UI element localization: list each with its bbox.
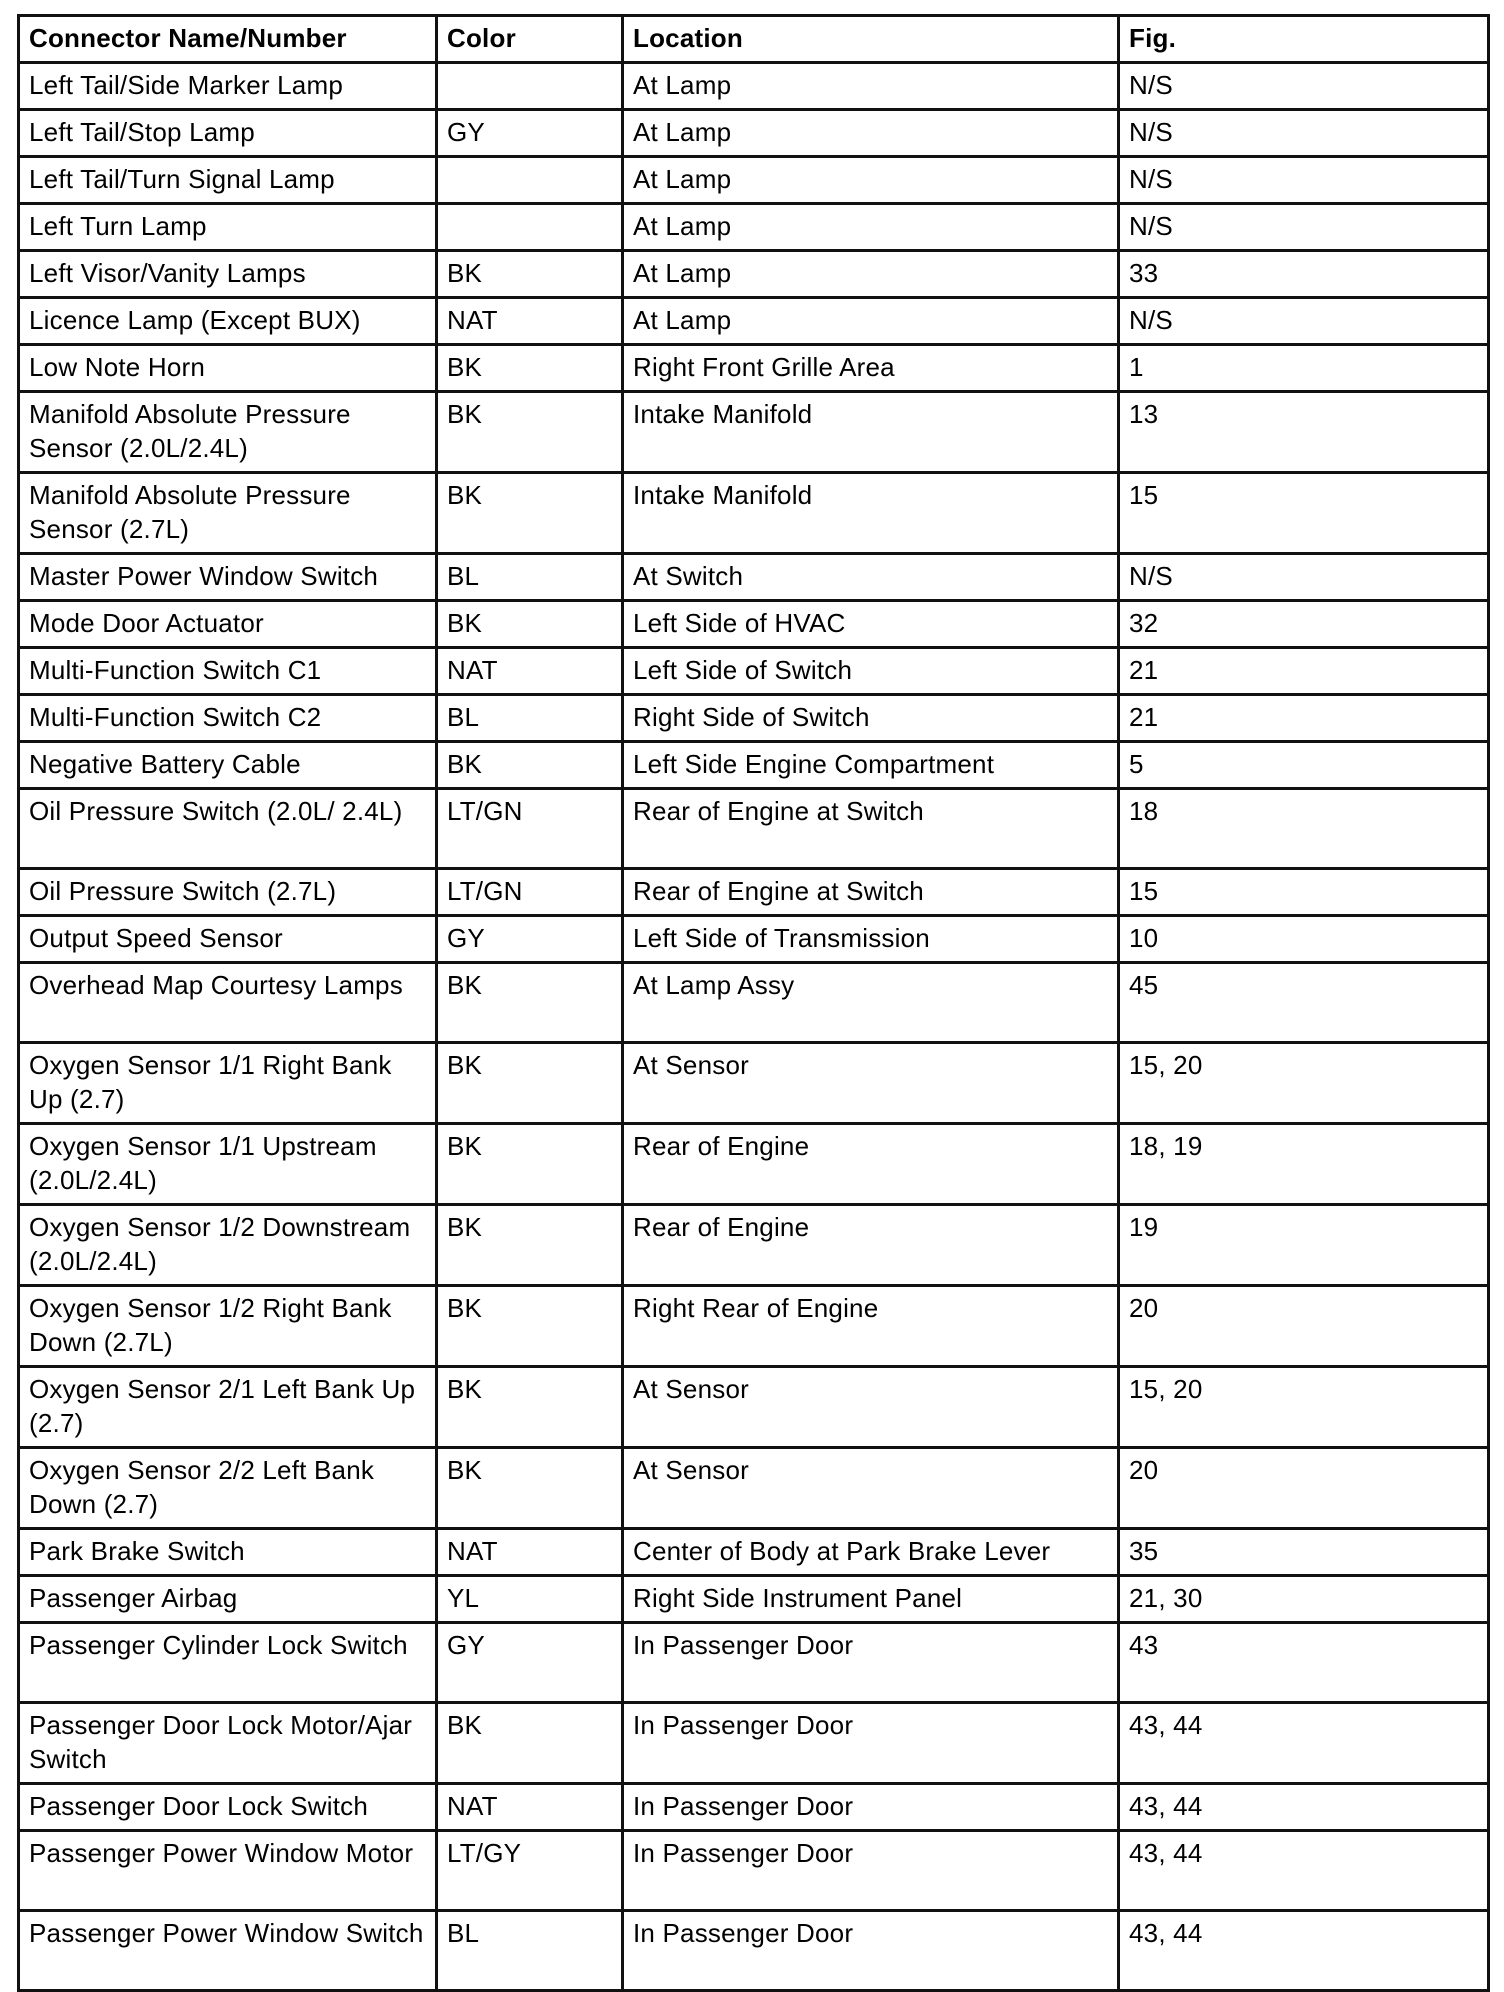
table-row: [19, 392, 1489, 473]
cell-fig: N/S: [1119, 110, 1489, 157]
cell-color: [437, 157, 623, 204]
cell-color: BL: [437, 1911, 623, 1991]
cell-location: Center of Body at Park Brake Lever: [623, 1529, 1119, 1576]
header-color: Color: [437, 16, 623, 63]
cell-location: At Lamp Assy: [623, 963, 1119, 1043]
cell-fig: 19: [1119, 1205, 1489, 1286]
cell-fig: N/S: [1119, 204, 1489, 251]
cell-color: BK: [437, 251, 623, 298]
cell-location: Right Front Grille Area: [623, 345, 1119, 392]
cell-connector-name: Park Brake Switch: [19, 1529, 437, 1576]
cell-color: BK: [437, 601, 623, 648]
cell-connector-name: Low Note Horn: [19, 345, 437, 392]
cell-color: NAT: [437, 1529, 623, 1576]
cell-location: In Passenger Door: [623, 1784, 1119, 1831]
cell-color: [437, 63, 623, 110]
table-row: [19, 251, 1489, 298]
cell-fig: N/S: [1119, 554, 1489, 601]
cell-color: GY: [437, 916, 623, 963]
cell-location: At Lamp: [623, 251, 1119, 298]
cell-color: LT/GN: [437, 869, 623, 916]
cell-location: Rear of Engine at Switch: [623, 789, 1119, 869]
table-row: [19, 204, 1489, 251]
cell-fig: 33: [1119, 251, 1489, 298]
table-row: [19, 742, 1489, 789]
cell-location: Left Side of Switch: [623, 648, 1119, 695]
table-header-row: [19, 16, 1489, 63]
cell-connector-name: Oil Pressure Switch (2.7L): [19, 869, 437, 916]
cell-fig: 43, 44: [1119, 1911, 1489, 1991]
cell-color: NAT: [437, 1784, 623, 1831]
cell-location: Left Side Engine Compartment: [623, 742, 1119, 789]
cell-location: Intake Manifold: [623, 473, 1119, 554]
cell-connector-name: Passenger Airbag: [19, 1576, 437, 1623]
cell-fig: 5: [1119, 742, 1489, 789]
cell-connector-name: Overhead Map Courtesy Lamps: [19, 963, 437, 1043]
cell-connector-name: Manifold Absolute Pressure Sensor (2.7L): [19, 473, 437, 554]
cell-color: LT/GN: [437, 789, 623, 869]
cell-connector-name: Multi-Function Switch C2: [19, 695, 437, 742]
cell-connector-name: Oxygen Sensor 1/1 Upstream (2.0L/2.4L): [19, 1124, 437, 1205]
cell-location: Rear of Engine: [623, 1205, 1119, 1286]
cell-location: At Lamp: [623, 204, 1119, 251]
cell-connector-name: Output Speed Sensor: [19, 916, 437, 963]
cell-fig: 15, 20: [1119, 1043, 1489, 1124]
cell-connector-name: Manifold Absolute Pressure Sensor (2.0L/2.4L): [19, 392, 437, 473]
cell-fig: 10: [1119, 916, 1489, 963]
header-location: Location: [623, 16, 1119, 63]
cell-location: At Sensor: [623, 1367, 1119, 1448]
cell-color: LT/GY: [437, 1831, 623, 1911]
cell-location: Left Side of Transmission: [623, 916, 1119, 963]
table-row: [19, 1911, 1489, 1991]
cell-color: BK: [437, 473, 623, 554]
cell-location: At Lamp: [623, 157, 1119, 204]
cell-connector-name: Master Power Window Switch: [19, 554, 437, 601]
cell-location: Intake Manifold: [623, 392, 1119, 473]
cell-fig: N/S: [1119, 157, 1489, 204]
cell-fig: 43, 44: [1119, 1784, 1489, 1831]
cell-color: BL: [437, 695, 623, 742]
cell-fig: 43: [1119, 1623, 1489, 1703]
table-row: [19, 554, 1489, 601]
cell-color: NAT: [437, 298, 623, 345]
cell-fig: 43, 44: [1119, 1831, 1489, 1911]
cell-connector-name: Licence Lamp (Except BUX): [19, 298, 437, 345]
cell-fig: 18, 19: [1119, 1124, 1489, 1205]
cell-location: In Passenger Door: [623, 1623, 1119, 1703]
cell-fig: 15, 20: [1119, 1367, 1489, 1448]
cell-color: BK: [437, 742, 623, 789]
cell-connector-name: Passenger Power Window Switch: [19, 1911, 437, 1991]
table-row: [19, 1367, 1489, 1448]
cell-fig: 15: [1119, 473, 1489, 554]
cell-location: Left Side of HVAC: [623, 601, 1119, 648]
cell-color: BK: [437, 345, 623, 392]
cell-location: In Passenger Door: [623, 1703, 1119, 1784]
connector-table: [17, 14, 1490, 1992]
cell-connector-name: Left Tail/Stop Lamp: [19, 110, 437, 157]
cell-fig: 21: [1119, 648, 1489, 695]
cell-color: GY: [437, 1623, 623, 1703]
cell-location: Rear of Engine: [623, 1124, 1119, 1205]
table-row: [19, 601, 1489, 648]
cell-color: [437, 204, 623, 251]
cell-fig: 35: [1119, 1529, 1489, 1576]
header-connector-name: Connector Name/Number: [19, 16, 437, 63]
cell-connector-name: Left Turn Lamp: [19, 204, 437, 251]
cell-location: In Passenger Door: [623, 1911, 1119, 1991]
table-row: [19, 1205, 1489, 1286]
cell-fig: N/S: [1119, 298, 1489, 345]
table-row: [19, 695, 1489, 742]
cell-location: At Sensor: [623, 1043, 1119, 1124]
table-row: [19, 648, 1489, 695]
cell-color: BK: [437, 1367, 623, 1448]
cell-location: Right Side of Switch: [623, 695, 1119, 742]
cell-fig: 15: [1119, 869, 1489, 916]
cell-location: At Lamp: [623, 63, 1119, 110]
cell-connector-name: Multi-Function Switch C1: [19, 648, 437, 695]
cell-connector-name: Passenger Cylinder Lock Switch: [19, 1623, 437, 1703]
table-row: [19, 473, 1489, 554]
cell-connector-name: Oxygen Sensor 1/2 Downstream (2.0L/2.4L): [19, 1205, 437, 1286]
table-row: [19, 298, 1489, 345]
cell-location: Rear of Engine at Switch: [623, 869, 1119, 916]
cell-color: BK: [437, 1286, 623, 1367]
cell-color: BK: [437, 1205, 623, 1286]
cell-connector-name: Oxygen Sensor 1/1 Right Bank Up (2.7): [19, 1043, 437, 1124]
cell-fig: N/S: [1119, 63, 1489, 110]
table-row: [19, 1529, 1489, 1576]
cell-connector-name: Negative Battery Cable: [19, 742, 437, 789]
cell-connector-name: Left Tail/Turn Signal Lamp: [19, 157, 437, 204]
cell-color: NAT: [437, 648, 623, 695]
cell-location: At Lamp: [623, 110, 1119, 157]
cell-connector-name: Left Tail/Side Marker Lamp: [19, 63, 437, 110]
cell-fig: 1: [1119, 345, 1489, 392]
cell-fig: 20: [1119, 1286, 1489, 1367]
cell-fig: 13: [1119, 392, 1489, 473]
table-row: [19, 1703, 1489, 1784]
table-row: [19, 916, 1489, 963]
cell-fig: 43, 44: [1119, 1703, 1489, 1784]
cell-fig: 21, 30: [1119, 1576, 1489, 1623]
cell-color: BK: [437, 963, 623, 1043]
cell-color: BK: [437, 1043, 623, 1124]
table-row: [19, 1124, 1489, 1205]
table-row: [19, 110, 1489, 157]
cell-fig: 45: [1119, 963, 1489, 1043]
table-row: [19, 1043, 1489, 1124]
cell-location: In Passenger Door: [623, 1831, 1119, 1911]
cell-connector-name: Oil Pressure Switch (2.0L/ 2.4L): [19, 789, 437, 869]
cell-location: At Switch: [623, 554, 1119, 601]
cell-location: At Sensor: [623, 1448, 1119, 1529]
cell-color: BK: [437, 1124, 623, 1205]
table-row: [19, 157, 1489, 204]
table-row: [19, 63, 1489, 110]
table-row: [19, 1623, 1489, 1703]
cell-color: BL: [437, 554, 623, 601]
cell-connector-name: Passenger Door Lock Switch: [19, 1784, 437, 1831]
cell-fig: 32: [1119, 601, 1489, 648]
cell-fig: 18: [1119, 789, 1489, 869]
table-row: [19, 1448, 1489, 1529]
table-row: [19, 1576, 1489, 1623]
cell-color: BK: [437, 1703, 623, 1784]
table-row: [19, 869, 1489, 916]
cell-location: At Lamp: [623, 298, 1119, 345]
cell-color: GY: [437, 110, 623, 157]
cell-fig: 21: [1119, 695, 1489, 742]
table-row: [19, 1286, 1489, 1367]
cell-location: Right Side Instrument Panel: [623, 1576, 1119, 1623]
cell-connector-name: Passenger Door Lock Motor/Ajar Switch: [19, 1703, 437, 1784]
cell-color: BK: [437, 392, 623, 473]
cell-connector-name: Oxygen Sensor 2/2 Left Bank Down (2.7): [19, 1448, 437, 1529]
header-fig: Fig.: [1119, 16, 1489, 63]
cell-connector-name: Left Visor/Vanity Lamps: [19, 251, 437, 298]
table-row: [19, 1784, 1489, 1831]
table-row: [19, 789, 1489, 869]
cell-connector-name: Mode Door Actuator: [19, 601, 437, 648]
cell-connector-name: Oxygen Sensor 1/2 Right Bank Down (2.7L): [19, 1286, 437, 1367]
cell-connector-name: Passenger Power Window Motor: [19, 1831, 437, 1911]
cell-color: YL: [437, 1576, 623, 1623]
table-row: [19, 1831, 1489, 1911]
cell-fig: 20: [1119, 1448, 1489, 1529]
cell-color: BK: [437, 1448, 623, 1529]
cell-location: Right Rear of Engine: [623, 1286, 1119, 1367]
cell-connector-name: Oxygen Sensor 2/1 Left Bank Up (2.7): [19, 1367, 437, 1448]
table-row: [19, 963, 1489, 1043]
table-row: [19, 345, 1489, 392]
